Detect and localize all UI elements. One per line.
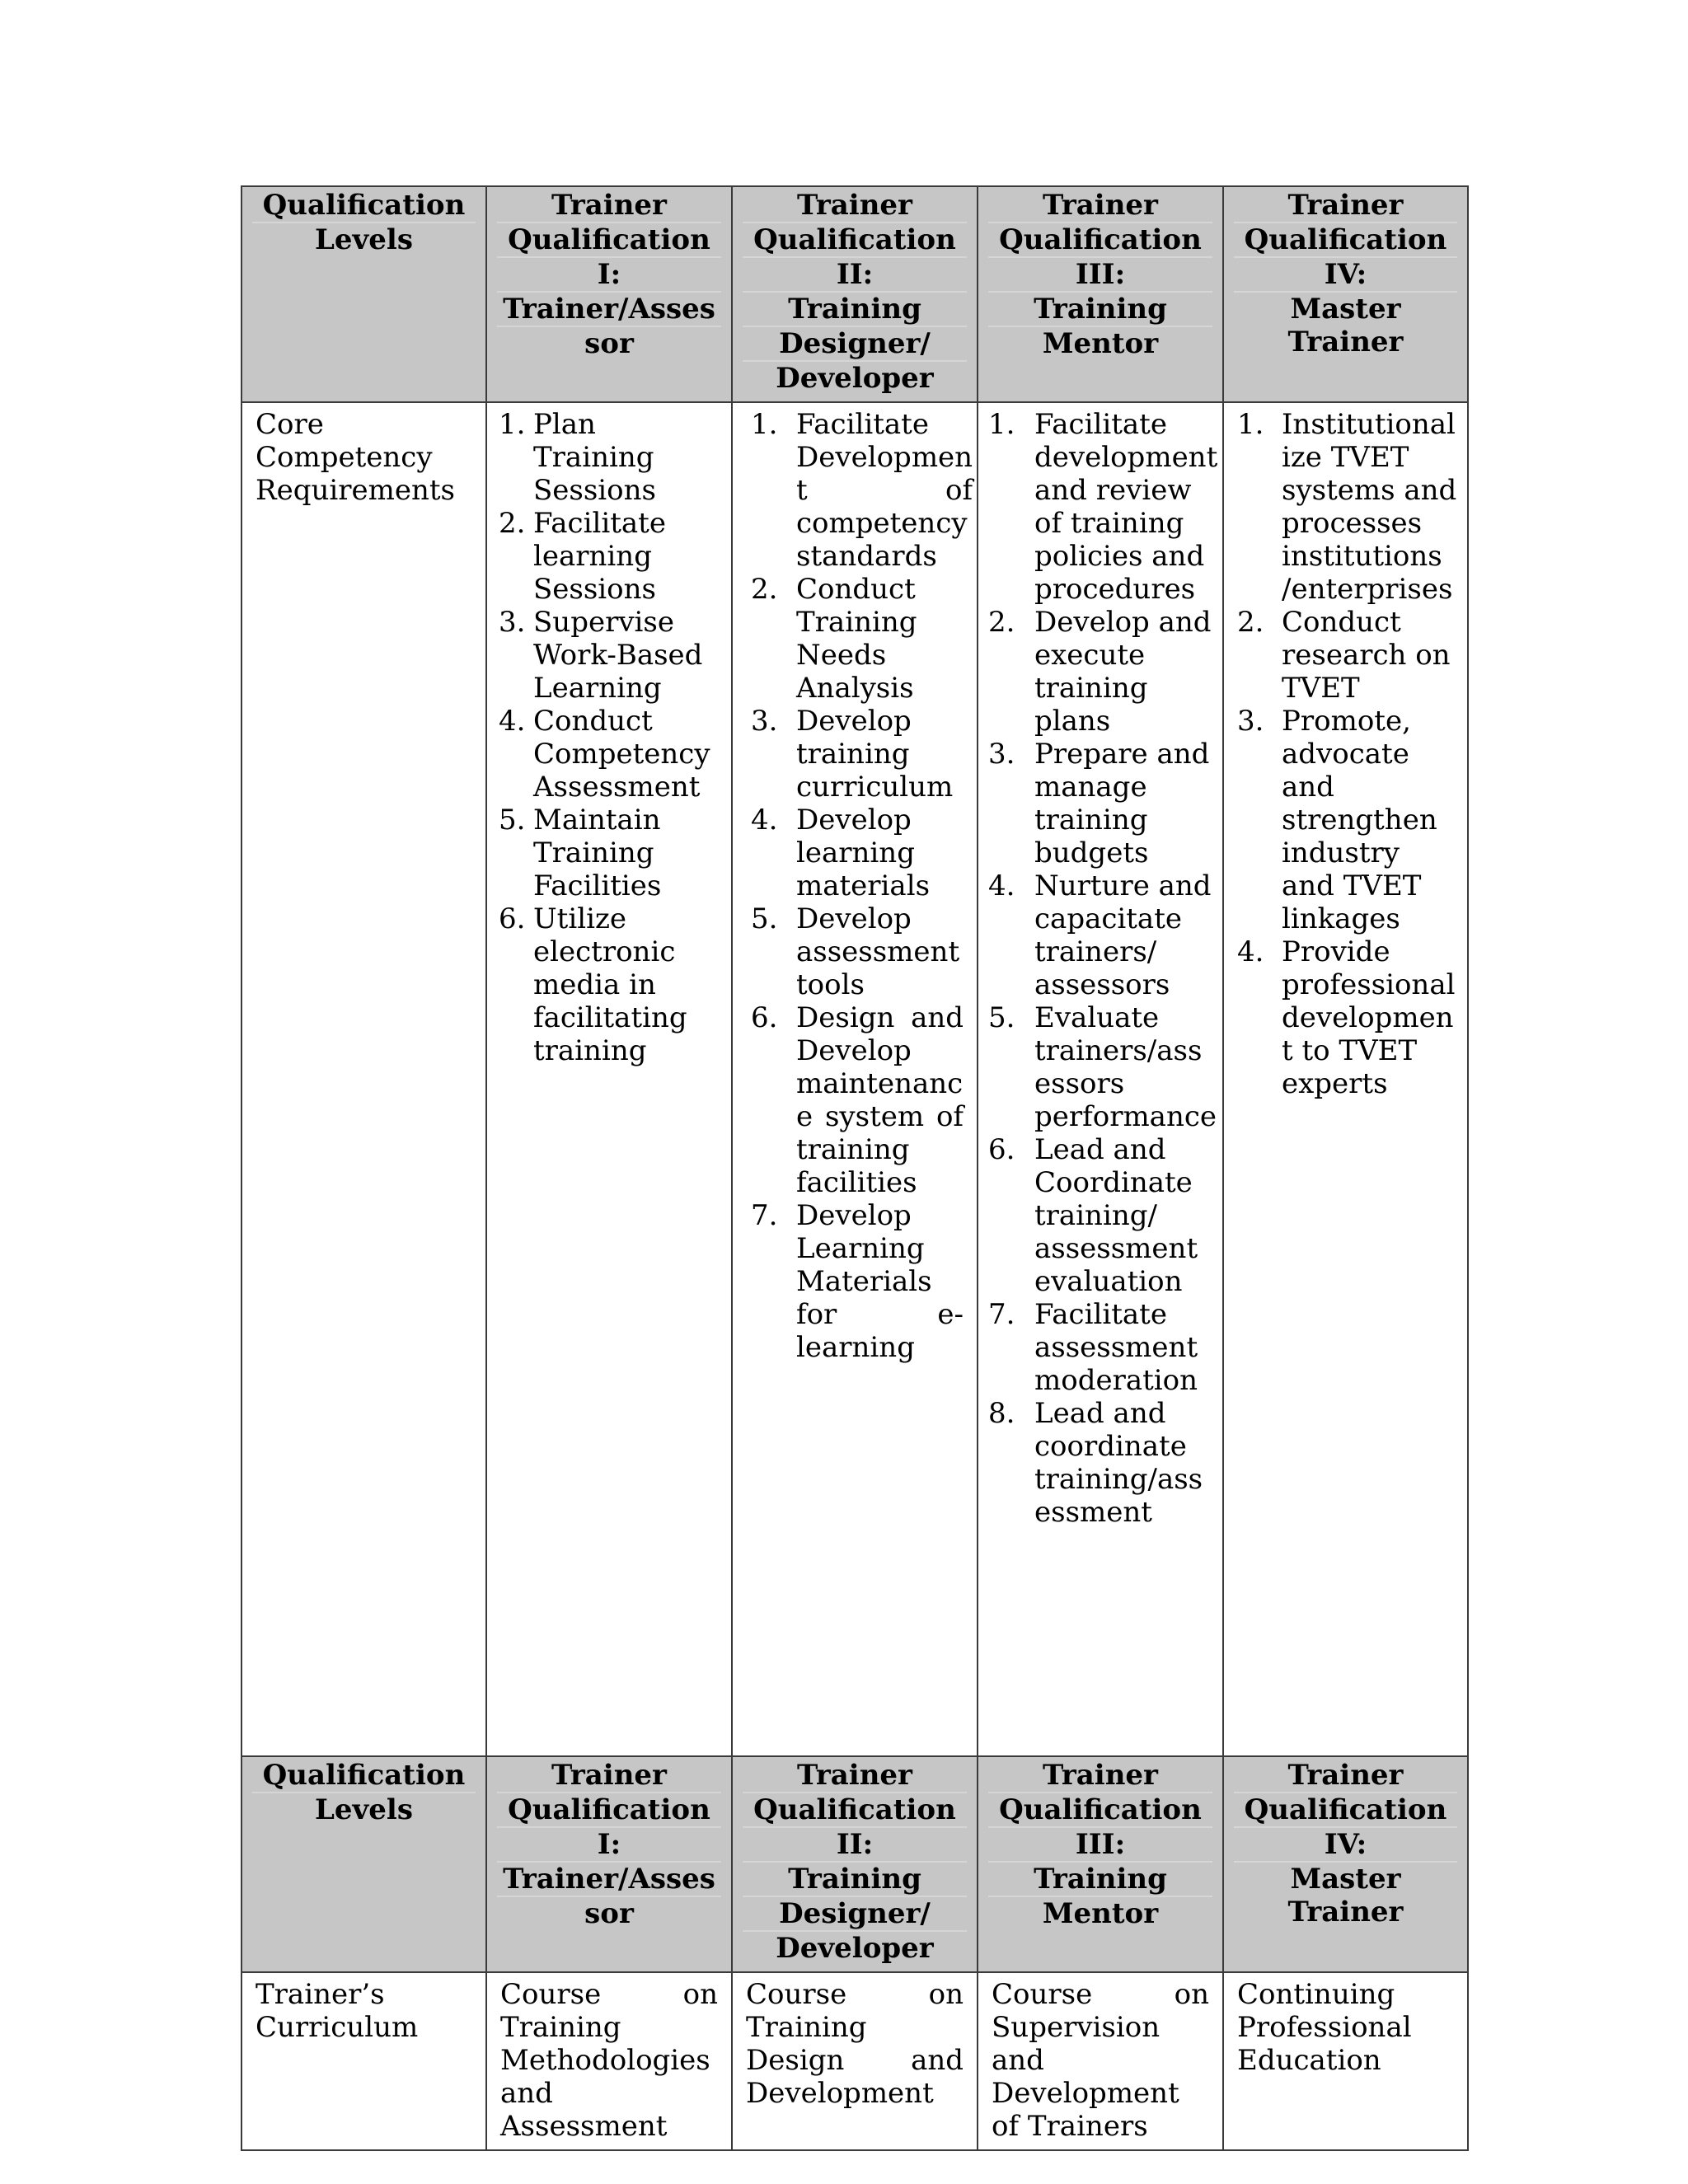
header-line: III:	[988, 258, 1212, 293]
item-text: Maintain Training Facilities	[533, 804, 662, 902]
item-number: 2.	[499, 507, 526, 540]
header-line: Training	[743, 293, 967, 327]
competency-item	[988, 738, 1212, 869]
header-line: Qualification	[1234, 1793, 1457, 1828]
header-trainer-qualification-4	[1223, 186, 1468, 402]
header-line: Master Trainer	[1287, 293, 1404, 359]
row-label-line: Requirements	[256, 474, 456, 507]
header-line: Developer	[776, 1932, 934, 1965]
header-line: IV:	[1234, 1828, 1457, 1863]
row-label-trainers-curriculum	[241, 1972, 486, 2150]
item-text: Supervise Work-Based Learning	[533, 606, 703, 705]
item-number: 6.	[499, 902, 526, 935]
header-line: Qualification	[252, 189, 476, 223]
header-line: Mentor	[1042, 327, 1159, 360]
header-line: sor	[584, 1897, 634, 1930]
competency-list	[751, 408, 973, 1364]
competency-item	[751, 902, 964, 1001]
header-line: Master Trainer	[1287, 1863, 1404, 1929]
competency-list	[988, 408, 1218, 1529]
item-text: Develop learning materials	[796, 804, 931, 902]
competency-item	[988, 869, 1212, 1001]
header-line: Trainer/Asses	[497, 1863, 721, 1897]
curriculum-trainer-1	[486, 1972, 732, 2150]
item-text: Plan Training Sessions	[533, 408, 656, 507]
curriculum-text: Course on Supervision and Development of Trainers	[992, 1978, 1209, 2143]
item-number: 1.	[1237, 408, 1264, 441]
item-text: Develop and execute training plans	[1034, 606, 1212, 738]
curriculum-text: Course on Training Methodologies and Assessment	[500, 1978, 718, 2143]
competency-item	[751, 408, 973, 573]
item-number: 4.	[751, 804, 778, 837]
item-text: Facilitate Developmen t of competency standards	[796, 408, 973, 573]
header-line: Trainer/Asses	[497, 293, 721, 327]
item-text: Conduct research on TVET	[1282, 606, 1451, 705]
header-line: Trainer	[743, 1759, 967, 1793]
item-number: 2.	[1237, 606, 1264, 639]
header-line: Qualification	[497, 223, 721, 258]
item-text: Develop training curriculum	[796, 705, 954, 804]
item-text: Develop assessment tools	[796, 902, 960, 1001]
item-number: 3.	[499, 606, 526, 639]
core-competency-row	[241, 402, 1468, 1756]
item-number: 1.	[988, 408, 1015, 441]
item-number: 4.	[1237, 935, 1264, 968]
item-text: Facilitate learning Sessions	[533, 507, 666, 606]
item-number: 8.	[988, 1397, 1015, 1430]
item-text: Facilitate assessment moderation	[1034, 1298, 1198, 1397]
header-line: Qualification	[1234, 223, 1457, 258]
header-line: II:	[743, 1828, 967, 1863]
header-line: Qualification	[988, 1793, 1212, 1828]
item-number: 3.	[1237, 705, 1264, 738]
curriculum-trainer-2	[732, 1972, 978, 2150]
item-text: Promote, advocate and strengthen industry and TVET linkages	[1282, 705, 1437, 935]
competency-item	[751, 573, 964, 705]
item-number: 6.	[988, 1133, 1015, 1166]
competency-item	[751, 1199, 964, 1364]
header-trainer-qualification-3	[978, 1756, 1223, 1972]
competency-item	[751, 705, 964, 804]
header-line: Trainer	[497, 189, 721, 223]
item-number: 5.	[751, 902, 778, 935]
header-line: I:	[497, 258, 721, 293]
item-text: Provide professional developmen t to TVET experts	[1282, 935, 1456, 1100]
competency-list-trainer-2	[732, 402, 978, 1756]
curriculum-text: Continuing Professional Education	[1237, 1978, 1412, 2077]
item-text: Nurture and capacitate trainers/ assessors	[1034, 869, 1212, 1001]
header-line: Training	[988, 293, 1212, 327]
row-label-line: Core	[256, 408, 324, 441]
competency-item	[988, 1133, 1212, 1298]
item-number: 2.	[751, 573, 778, 606]
header-line: II:	[743, 258, 967, 293]
item-number: 3.	[751, 705, 778, 738]
competency-list	[499, 408, 721, 1067]
item-number: 4.	[499, 705, 526, 738]
curriculum-trainer-4	[1223, 1972, 1468, 2150]
item-number: 1.	[751, 408, 778, 441]
header-qualification-levels	[241, 186, 486, 402]
row-label-line: Trainer’s	[256, 1978, 385, 2011]
competency-item	[1237, 606, 1457, 705]
header-row	[241, 186, 1468, 402]
competency-item	[499, 507, 721, 606]
competency-item	[988, 606, 1212, 738]
header-line: Qualification	[497, 1793, 721, 1828]
trainers-curriculum-row	[241, 1972, 1468, 2150]
header-line: Trainer	[1234, 189, 1457, 223]
item-text: Facilitate development and review of training policies and procedures	[1034, 408, 1218, 606]
competency-item	[1237, 705, 1457, 935]
header-line: IV:	[1234, 258, 1457, 293]
competency-list-trainer-3	[978, 402, 1223, 1756]
header-row	[241, 1756, 1468, 1972]
qualification-table	[241, 185, 1469, 2151]
item-number: 5.	[499, 804, 526, 837]
header-line: Trainer	[1234, 1759, 1457, 1793]
item-text: Lead and coordinate training/ass essment	[1034, 1397, 1203, 1529]
item-number: 1.	[499, 408, 526, 441]
header-line: sor	[584, 327, 634, 360]
header-line: Levels	[315, 1793, 413, 1826]
header-line: Trainer	[497, 1759, 721, 1793]
header-trainer-qualification-1	[486, 186, 732, 402]
item-number: 5.	[988, 1001, 1015, 1034]
item-text: Prepare and manage training budgets	[1034, 738, 1210, 869]
competency-item	[499, 705, 721, 804]
competency-item	[751, 1001, 964, 1199]
item-number: 3.	[988, 738, 1015, 771]
competency-item	[988, 408, 1218, 606]
header-line: Trainer	[743, 189, 967, 223]
competency-item	[499, 902, 721, 1067]
item-number: 2.	[988, 606, 1015, 639]
header-line: Qualification	[252, 1759, 476, 1793]
header-trainer-qualification-1	[486, 1756, 732, 1972]
curriculum-text: Course on Training Design and Development	[746, 1978, 964, 2110]
row-label-core-competency	[241, 402, 486, 1756]
item-text: Conduct Training Needs Analysis	[796, 573, 917, 705]
header-line: Training	[988, 1863, 1212, 1897]
header-trainer-qualification-3	[978, 186, 1223, 402]
header-line: Designer/	[743, 327, 967, 362]
item-text: Design and Develop maintenanc e system of training facilities	[796, 1001, 964, 1199]
item-text: Lead and Coordinate training/ assessment evaluation	[1034, 1133, 1198, 1298]
header-line: Developer	[776, 362, 934, 395]
header-line: Mentor	[1042, 1897, 1159, 1930]
header-qualification-levels	[241, 1756, 486, 1972]
header-line: Levels	[315, 223, 413, 256]
header-line: Trainer	[988, 1759, 1212, 1793]
item-number: 6.	[751, 1001, 778, 1034]
competency-list-trainer-1	[486, 402, 732, 1756]
header-trainer-qualification-2	[732, 1756, 978, 1972]
header-line: III:	[988, 1828, 1212, 1863]
competency-list	[1237, 408, 1457, 1100]
header-line: Designer/	[743, 1897, 967, 1932]
competency-item	[499, 606, 721, 705]
competency-item	[1237, 408, 1457, 606]
row-label-line: Curriculum	[256, 2011, 419, 2044]
item-number: 7.	[988, 1298, 1015, 1331]
item-text: Evaluate trainers/ass essors performance	[1034, 1001, 1217, 1133]
item-number: 7.	[751, 1199, 778, 1232]
header-line: Qualification	[743, 223, 967, 258]
header-line: Training	[743, 1863, 967, 1897]
competency-item	[988, 1001, 1217, 1133]
header-line: I:	[497, 1828, 721, 1863]
header-line: Trainer	[988, 189, 1212, 223]
item-number: 4.	[988, 869, 1015, 902]
item-text: Utilize electronic media in facilitating training	[533, 902, 687, 1067]
competency-list-trainer-4	[1223, 402, 1468, 1756]
competency-item	[751, 804, 964, 902]
competency-item	[499, 408, 721, 507]
header-trainer-qualification-2	[732, 186, 978, 402]
header-trainer-qualification-4	[1223, 1756, 1468, 1972]
header-line: Qualification	[988, 223, 1212, 258]
item-text: Institutional ize TVET systems and processes institutions /enterprises	[1282, 408, 1457, 606]
competency-item	[988, 1397, 1212, 1529]
item-text: Develop Learning Materials for e-learning	[796, 1199, 964, 1364]
competency-item	[1237, 935, 1457, 1100]
competency-item	[499, 804, 721, 902]
competency-item	[988, 1298, 1212, 1397]
row-label-line: Competency	[256, 441, 433, 474]
item-text: Conduct Competency Assessment	[533, 705, 710, 804]
header-line: Qualification	[743, 1793, 967, 1828]
curriculum-trainer-3	[978, 1972, 1223, 2150]
